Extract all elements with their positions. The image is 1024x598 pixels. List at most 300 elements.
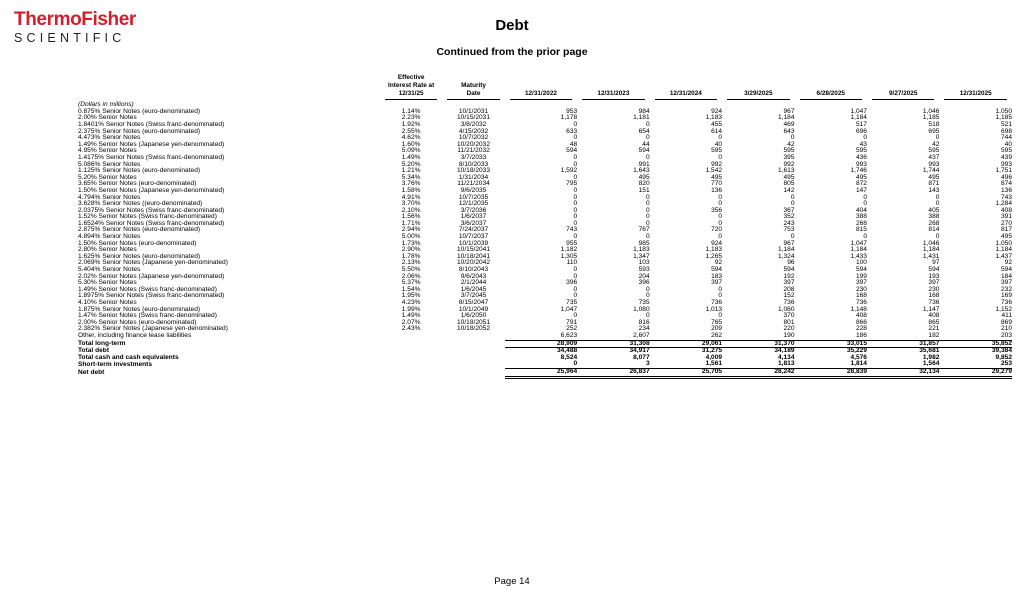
row-value: 1,047 bbox=[850, 107, 867, 115]
header-col-3-29-2025 bbox=[722, 62, 794, 102]
total-value: 35,681 bbox=[919, 347, 940, 355]
row-value: 0 bbox=[718, 292, 723, 300]
row-maturity-date: 10/18/2051 bbox=[457, 318, 491, 326]
row-effective-rate: 1.21% bbox=[401, 167, 421, 175]
row-value: 397 bbox=[783, 279, 795, 287]
row-value: 6,623 bbox=[560, 331, 578, 339]
row-value: 42 bbox=[932, 140, 940, 148]
total-maturity-blank bbox=[442, 355, 504, 362]
header-date-label: 12/31/2025 bbox=[959, 89, 992, 97]
row-value: 815 bbox=[855, 226, 867, 234]
row-value: 220 bbox=[783, 325, 795, 333]
total-value: 0 bbox=[505, 361, 577, 368]
row-label: 4.95% Senior Notes bbox=[78, 147, 137, 155]
total-value: 31,308 bbox=[577, 340, 649, 348]
row-value: 735 bbox=[638, 299, 650, 306]
row-value: 0 bbox=[790, 233, 795, 241]
row-maturity-date: 10/7/2037 bbox=[458, 233, 489, 241]
row-value: 190 bbox=[783, 331, 795, 339]
total-value: 9,852 bbox=[995, 353, 1012, 361]
header-rate-line2: Interest Rate at bbox=[388, 82, 435, 89]
row-value: 594 bbox=[855, 266, 867, 274]
row-value: 1,431 bbox=[922, 252, 940, 260]
row-value: 0 bbox=[645, 213, 650, 221]
units-row bbox=[78, 102, 1012, 109]
row-maturity-date: 3/7/2033 bbox=[460, 153, 487, 161]
row-value: 169 bbox=[1000, 292, 1012, 300]
header-rule bbox=[944, 99, 1007, 100]
row-value: 992 bbox=[783, 160, 795, 168]
row-value: 955 bbox=[566, 239, 578, 247]
row-value: 92 bbox=[714, 259, 723, 267]
row-value: 0 bbox=[573, 160, 578, 168]
table-row bbox=[78, 168, 1012, 175]
row-value: 993 bbox=[855, 160, 867, 168]
header-maturity-line1: Maturity bbox=[461, 82, 486, 89]
header-rate-line3: 12/31/25 bbox=[398, 89, 424, 97]
row-effective-rate: 2.55% bbox=[401, 127, 421, 135]
row-label: Other, including finance lease liabilities bbox=[78, 332, 192, 340]
table-row bbox=[78, 195, 1012, 202]
row-maturity-date: 8/10/2043 bbox=[458, 266, 489, 274]
logo-fisher-text: Fisher bbox=[81, 9, 136, 30]
row-value: 984 bbox=[638, 107, 650, 115]
row-value: 1,148 bbox=[850, 305, 867, 313]
row-value: 1,050 bbox=[995, 107, 1012, 115]
row-effective-rate: 1.49% bbox=[401, 153, 421, 161]
row-label: 1.50% Senior Notes (Japanese yen-denominated) bbox=[78, 186, 225, 194]
row-value: 210 bbox=[1000, 325, 1012, 333]
row-value: 0 bbox=[790, 193, 795, 201]
row-effective-rate: 2.23% bbox=[401, 114, 421, 122]
header-blank bbox=[78, 62, 380, 102]
row-value: 953 bbox=[566, 107, 578, 115]
row-value: 40 bbox=[714, 140, 723, 148]
row-label: 5.20% Senior Notes bbox=[78, 173, 137, 181]
row-value: 814 bbox=[928, 226, 940, 234]
row-value: 736 bbox=[855, 299, 867, 306]
row-label: 1.49% Senior Notes (Japanese yen-denominated) bbox=[78, 140, 225, 148]
row-effective-rate: 2.06% bbox=[401, 272, 421, 280]
total-maturity-blank bbox=[442, 361, 504, 368]
row-value: 103 bbox=[638, 259, 650, 267]
table-row bbox=[78, 221, 1012, 228]
header-rule bbox=[447, 99, 499, 100]
row-value: 182 bbox=[928, 331, 940, 339]
header-effective-rate bbox=[380, 62, 442, 102]
total-value: 1,982 bbox=[922, 353, 940, 361]
total-value: 26,837 bbox=[577, 368, 649, 377]
row-value: 183 bbox=[711, 272, 723, 280]
total-value: 1,813 bbox=[722, 361, 794, 368]
row-effective-rate: 1.49% bbox=[401, 312, 421, 320]
total-value: 29,279 bbox=[939, 368, 1012, 377]
row-value: 97 bbox=[932, 259, 940, 267]
row-value: 397 bbox=[711, 279, 723, 287]
total-value: 31,857 bbox=[867, 340, 939, 348]
row-value: 352 bbox=[783, 213, 795, 221]
row-effective-rate bbox=[380, 333, 442, 340]
row-value: 594 bbox=[638, 147, 650, 155]
table-row bbox=[78, 241, 1012, 248]
row-effective-rate: 2.43% bbox=[401, 325, 421, 333]
row-value: 0 bbox=[573, 173, 578, 181]
row-maturity-date: 10/15/2041 bbox=[457, 246, 491, 254]
page-subtitle: Continued from the prior page bbox=[436, 46, 588, 58]
logo-scientific-text: SCIENTIFIC bbox=[14, 31, 126, 45]
row-effective-rate: 3.76% bbox=[401, 180, 421, 188]
row-effective-rate: 4.91% bbox=[401, 193, 421, 201]
row-effective-rate: 1.71% bbox=[401, 219, 421, 227]
row-label: 1.125% Senior Notes (euro-denominated) bbox=[78, 167, 201, 175]
row-effective-rate: 5.20% bbox=[401, 160, 421, 168]
table-row bbox=[78, 129, 1012, 136]
header-date-label: 6/28/2025 bbox=[816, 89, 845, 97]
row-value: 0 bbox=[573, 312, 578, 320]
row-maturity-date: 1/31/2034 bbox=[458, 173, 489, 181]
row-value: 495 bbox=[638, 173, 650, 181]
row-value: 0 bbox=[863, 134, 867, 142]
total-value: 35,229 bbox=[846, 347, 867, 355]
row-effective-rate: 1.73% bbox=[401, 239, 421, 247]
row-value: 871 bbox=[928, 180, 940, 188]
total-label: Total cash and cash equivalents bbox=[78, 353, 179, 361]
row-effective-rate: 5.50% bbox=[401, 266, 421, 274]
row-label: 1.8401% Senior Notes (Swiss franc-denominated) bbox=[78, 120, 225, 128]
row-value: 496 bbox=[1000, 173, 1012, 181]
row-effective-rate: 1.92% bbox=[401, 120, 421, 128]
row-label: 1.47% Senior Notes (Swiss franc-denominated) bbox=[78, 312, 217, 320]
row-value: 0 bbox=[718, 312, 723, 320]
row-value: 1,013 bbox=[705, 305, 723, 313]
row-effective-rate: 5.09% bbox=[401, 147, 421, 155]
table-row bbox=[78, 300, 1012, 307]
header-col-12-31-2023 bbox=[577, 62, 649, 102]
total-value: 39,384 bbox=[991, 347, 1012, 355]
total-maturity-blank bbox=[442, 348, 504, 355]
row-maturity-date: 10/7/2035 bbox=[458, 193, 489, 201]
row-value: 0 bbox=[718, 200, 723, 208]
row-value: 869 bbox=[1000, 318, 1012, 326]
row-maturity-date: 8/15/2047 bbox=[458, 299, 489, 306]
row-value: 92 bbox=[1004, 259, 1012, 267]
row-value: 753 bbox=[783, 226, 795, 234]
row-value: 1,183 bbox=[705, 114, 723, 122]
debt-table bbox=[78, 62, 1012, 379]
row-maturity-date: 9/6/2043 bbox=[460, 272, 487, 280]
row-value: 1,643 bbox=[633, 167, 650, 175]
row-value: 967 bbox=[783, 107, 795, 115]
row-value: 594 bbox=[783, 266, 795, 274]
row-value: 204 bbox=[638, 272, 650, 280]
header-col-12-31-2025 bbox=[939, 62, 1012, 102]
row-effective-rate: 1.78% bbox=[401, 252, 421, 260]
row-value: 436 bbox=[855, 153, 867, 161]
table-row bbox=[78, 260, 1012, 267]
row-value: 801 bbox=[783, 318, 795, 326]
header-date-label: 12/31/2022 bbox=[524, 89, 557, 97]
row-value: 872 bbox=[855, 180, 867, 188]
row-value: 0 bbox=[863, 193, 867, 201]
row-label: 2.00% Senior Notes bbox=[78, 114, 137, 122]
row-value: 0 bbox=[718, 285, 723, 293]
row-label: 5.30% Senior Notes bbox=[78, 279, 137, 287]
row-value: 42 bbox=[787, 140, 795, 148]
row-maturity-date: 12/1/2035 bbox=[458, 200, 489, 208]
row-label: 0.875% Senior Notes (euro-denominated) bbox=[78, 107, 201, 115]
row-maturity-date: 10/7/2032 bbox=[458, 134, 489, 142]
table-total-row bbox=[78, 361, 1012, 368]
row-value: 595 bbox=[1000, 147, 1012, 155]
row-label: 2.382% Senior Notes (Japanese yen-denominated) bbox=[78, 325, 228, 333]
row-value: 439 bbox=[1000, 153, 1012, 161]
row-label: 5.086% Senior Notes bbox=[78, 160, 141, 168]
row-value: 408 bbox=[855, 312, 867, 320]
row-value: 110 bbox=[566, 259, 578, 267]
row-maturity-date: 1/6/2037 bbox=[460, 213, 487, 221]
row-value: 1,050 bbox=[995, 239, 1012, 247]
row-effective-rate: 1.54% bbox=[401, 285, 421, 293]
row-label: 4.10% Senior Notes bbox=[78, 299, 137, 306]
row-value: 0 bbox=[573, 186, 578, 194]
row-value: 0 bbox=[718, 213, 723, 221]
row-value: 744 bbox=[1000, 134, 1012, 142]
row-value: 396 bbox=[638, 279, 650, 287]
row-value: 469 bbox=[783, 120, 795, 128]
row-value: 0 bbox=[573, 206, 578, 214]
row-value: 654 bbox=[638, 127, 650, 135]
total-value: 1,561 bbox=[650, 361, 722, 368]
row-label: 2.0375% Senior Notes (Swiss franc-denominated) bbox=[78, 206, 225, 214]
row-value: 193 bbox=[928, 272, 940, 280]
row-value: 593 bbox=[638, 266, 650, 274]
row-value: 143 bbox=[928, 186, 940, 194]
header-rule bbox=[727, 99, 789, 100]
row-value: 735 bbox=[566, 299, 578, 306]
header-rule bbox=[655, 99, 717, 100]
row-value: 1,542 bbox=[705, 167, 723, 175]
table-total-row bbox=[78, 348, 1012, 355]
row-value: 1,046 bbox=[922, 107, 940, 115]
row-value: 0 bbox=[790, 200, 795, 208]
row-maturity-date: 10/20/2042 bbox=[457, 259, 491, 267]
total-value: 8,524 bbox=[560, 353, 578, 361]
row-value: 696 bbox=[855, 127, 867, 135]
row-value: 230 bbox=[855, 285, 867, 293]
row-label: 1.6524% Senior Notes (Swiss franc-denominated) bbox=[78, 219, 225, 227]
total-rate-blank bbox=[380, 368, 442, 377]
row-value: 184 bbox=[1000, 272, 1012, 280]
row-value: 1,437 bbox=[995, 252, 1012, 260]
row-label: 2.375% Senior Notes (euro-denominated) bbox=[78, 127, 201, 135]
row-value: 40 bbox=[1004, 140, 1012, 148]
row-value: 595 bbox=[783, 147, 795, 155]
row-value: 1,184 bbox=[995, 246, 1012, 254]
table-row bbox=[78, 333, 1012, 340]
row-value: 1,265 bbox=[705, 252, 723, 260]
row-value: 865 bbox=[928, 318, 940, 326]
row-value: 186 bbox=[855, 331, 867, 339]
row-maturity-date: 10/20/2032 bbox=[457, 140, 491, 148]
row-value: 356 bbox=[711, 206, 723, 214]
row-value: 388 bbox=[928, 213, 940, 221]
row-value: 230 bbox=[928, 285, 940, 293]
row-effective-rate: 5.37% bbox=[401, 279, 421, 287]
row-maturity-date: 11/21/2032 bbox=[457, 147, 490, 155]
row-value: 0 bbox=[935, 193, 940, 201]
row-effective-rate: 1.56% bbox=[401, 213, 421, 221]
row-value: 767 bbox=[638, 226, 650, 234]
total-value: 3 bbox=[577, 361, 649, 368]
row-value: 993 bbox=[1000, 160, 1012, 168]
row-label: 4.473% Senior Notes bbox=[78, 134, 141, 142]
row-maturity-date bbox=[442, 333, 504, 340]
row-value: 404 bbox=[855, 206, 867, 214]
row-value: 147 bbox=[855, 186, 867, 194]
table-row bbox=[78, 280, 1012, 287]
row-value: 521 bbox=[1000, 120, 1012, 128]
row-value: 228 bbox=[855, 325, 867, 333]
row-value: 221 bbox=[928, 325, 940, 333]
row-value: 0 bbox=[790, 134, 795, 142]
row-value: 1,347 bbox=[633, 252, 650, 260]
row-value: 0 bbox=[718, 219, 723, 227]
row-label: 1.4175% Senior Notes (Swiss franc-denominated) bbox=[78, 153, 225, 161]
row-value: 0 bbox=[573, 213, 578, 221]
row-effective-rate: 2.13% bbox=[401, 259, 421, 267]
row-value: 405 bbox=[928, 206, 940, 214]
row-value: 720 bbox=[711, 226, 723, 234]
row-label: 2.00% Senior Notes (euro-denominated) bbox=[78, 318, 197, 326]
row-value: 96 bbox=[787, 259, 795, 267]
total-label: Total debt bbox=[78, 347, 110, 355]
header-rule bbox=[582, 99, 644, 100]
row-value: 0 bbox=[573, 153, 578, 161]
row-value: 594 bbox=[928, 266, 940, 274]
row-value: 924 bbox=[711, 107, 723, 115]
row-value: 495 bbox=[928, 173, 940, 181]
header-row bbox=[78, 62, 1012, 102]
row-value: 455 bbox=[711, 120, 723, 128]
row-value: 0 bbox=[718, 134, 723, 142]
row-value: 0 bbox=[573, 219, 578, 227]
total-value: 4,134 bbox=[778, 353, 795, 361]
table-row bbox=[78, 208, 1012, 215]
row-value: 992 bbox=[711, 160, 723, 168]
total-value: 33,015 bbox=[795, 340, 867, 348]
row-value: 866 bbox=[855, 318, 867, 326]
header-rate-line1: Effective bbox=[397, 74, 425, 82]
logo-thermo-text: Thermo bbox=[14, 9, 82, 30]
row-value: 495 bbox=[783, 173, 795, 181]
total-value: 4,009 bbox=[705, 353, 723, 361]
row-value: 1,185 bbox=[922, 114, 940, 122]
total-value: 32,134 bbox=[867, 368, 939, 377]
row-value: 1,047 bbox=[560, 305, 578, 313]
row-value: 595 bbox=[928, 147, 940, 155]
header-rule bbox=[385, 99, 437, 100]
row-effective-rate: 1.60% bbox=[401, 140, 421, 148]
total-value: 28,839 bbox=[795, 368, 867, 377]
row-value: 991 bbox=[638, 160, 650, 168]
row-value: 1,184 bbox=[778, 246, 795, 254]
table-row bbox=[78, 175, 1012, 182]
row-value: 168 bbox=[928, 292, 940, 300]
row-value: 0 bbox=[573, 266, 578, 274]
row-value: 993 bbox=[928, 160, 940, 168]
row-value: 0 bbox=[645, 219, 650, 227]
row-value: 874 bbox=[1000, 180, 1012, 188]
row-value: 1,185 bbox=[995, 114, 1012, 122]
row-value: 698 bbox=[1000, 127, 1012, 135]
row-maturity-date: 10/18/2033 bbox=[457, 167, 491, 175]
row-value: 0 bbox=[645, 285, 650, 293]
row-label: 1.625% Senior Notes (euro-denominated) bbox=[78, 252, 201, 260]
header-rule bbox=[872, 99, 934, 100]
total-value: 35,852 bbox=[939, 340, 1012, 348]
row-label: 3.65% Senior Notes (euro-denominated) bbox=[78, 180, 197, 188]
total-value: 1,564 bbox=[867, 361, 939, 368]
table-row bbox=[78, 313, 1012, 320]
row-value: 1,184 bbox=[850, 246, 867, 254]
header-maturity-line2: Date bbox=[466, 89, 481, 97]
total-value: 25,705 bbox=[650, 368, 722, 377]
row-value: 437 bbox=[928, 153, 940, 161]
row-value: 0 bbox=[645, 193, 650, 201]
header-col-12-31-2022 bbox=[505, 62, 577, 102]
row-value: 411 bbox=[1001, 312, 1012, 320]
total-value: 31,370 bbox=[722, 340, 794, 348]
row-label: 1.52% Senior Notes (Swiss franc-denominated) bbox=[78, 213, 217, 221]
row-label: 1.875% Senior Notes (euro-denominated) bbox=[78, 305, 201, 313]
row-value: 594 bbox=[711, 266, 723, 274]
row-value: 743 bbox=[566, 226, 578, 234]
row-maturity-date: 10/1/2031 bbox=[458, 107, 489, 115]
row-label: 1.8975% Senior Notes (Swiss franc-denominated) bbox=[78, 292, 225, 300]
row-effective-rate: 5.00% bbox=[401, 233, 421, 241]
row-value: 0 bbox=[645, 153, 650, 161]
total-value: 8,077 bbox=[633, 353, 650, 361]
row-effective-rate: 2.07% bbox=[401, 318, 421, 326]
row-value: 151 bbox=[638, 186, 650, 194]
table-total-row bbox=[78, 368, 1012, 377]
row-value: 1,147 bbox=[922, 305, 940, 313]
row-value: 1,324 bbox=[778, 252, 795, 260]
row-effective-rate: 1.95% bbox=[401, 292, 421, 300]
row-value: 43 bbox=[859, 140, 867, 148]
row-maturity-date: 4/15/2032 bbox=[458, 127, 489, 135]
row-value: 232 bbox=[1000, 285, 1012, 293]
row-value: 1,181 bbox=[633, 114, 650, 122]
total-value: 31,275 bbox=[701, 347, 723, 355]
total-value: 34,189 bbox=[774, 347, 795, 355]
row-value: 0 bbox=[863, 233, 867, 241]
row-value: 2,607 bbox=[633, 331, 650, 339]
row-value: 0 bbox=[863, 200, 867, 208]
table-row bbox=[78, 293, 1012, 300]
row-value: 1,152 bbox=[995, 305, 1012, 313]
row-value: 495 bbox=[1000, 233, 1012, 241]
row-value: 967 bbox=[783, 239, 795, 247]
row-value: 736 bbox=[928, 299, 940, 306]
row-value: 152 bbox=[783, 292, 795, 300]
row-effective-rate: 2.90% bbox=[401, 246, 421, 254]
row-value: 1,060 bbox=[778, 305, 795, 313]
table-row bbox=[78, 142, 1012, 149]
row-value: 1,592 bbox=[560, 167, 578, 175]
total-value: 34,488 bbox=[557, 347, 578, 355]
row-effective-rate: 4.62% bbox=[401, 134, 421, 142]
